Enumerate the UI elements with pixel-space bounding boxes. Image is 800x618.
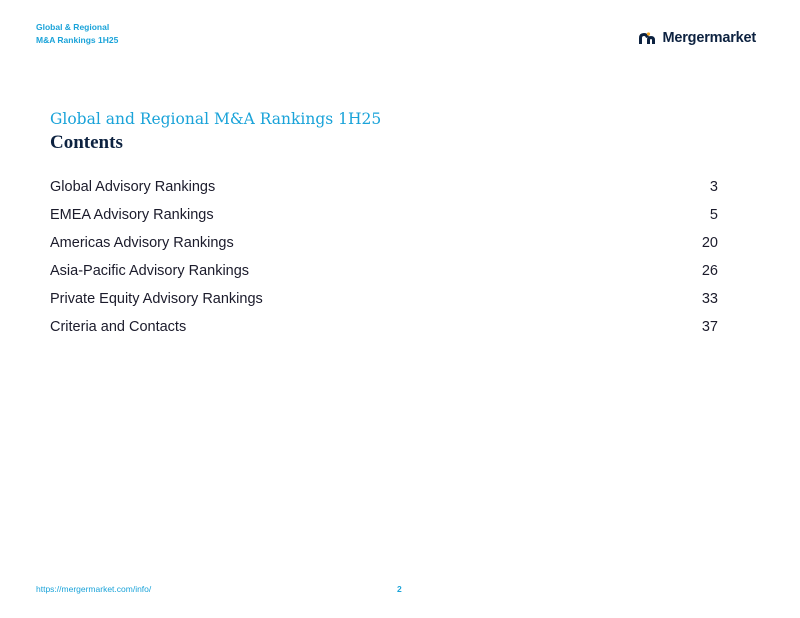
toc-item-page: 3	[709, 179, 718, 195]
report-corner-title	[36, 21, 118, 47]
table-of-contents	[50, 173, 718, 341]
corner-title-line-1: Global & Regional	[36, 22, 110, 32]
toc-item-page: 26	[701, 263, 718, 279]
document-title: Global and Regional M&A Rankings 1H25	[50, 110, 382, 128]
footer-page-number: 2	[397, 584, 402, 594]
toc-item-private-equity[interactable]	[50, 285, 718, 313]
toc-item-page: 5	[709, 207, 718, 223]
mergermarket-logo-icon	[637, 31, 657, 45]
toc-item-page: 33	[701, 291, 718, 307]
toc-item-label: Criteria and Contacts	[50, 319, 187, 335]
toc-item-page: 20	[701, 235, 718, 251]
footer-url-link[interactable]: https://mergermarket.com/info/	[36, 584, 152, 594]
toc-item-page: 37	[701, 319, 718, 335]
contents-heading: Contents	[50, 132, 123, 153]
toc-item-label: Private Equity Advisory Rankings	[50, 291, 263, 307]
toc-item-label: Asia-Pacific Advisory Rankings	[50, 263, 250, 279]
toc-item-label: EMEA Advisory Rankings	[50, 207, 214, 223]
toc-item-label: Global Advisory Rankings	[50, 179, 216, 195]
toc-item-label: Americas Advisory Rankings	[50, 235, 234, 251]
logo-wordmark: Mergermarket	[662, 30, 756, 46]
toc-item-criteria-contacts[interactable]	[50, 313, 718, 341]
toc-item-global[interactable]	[50, 173, 718, 201]
corner-title-line-2: M&A Rankings 1H25	[36, 35, 119, 45]
toc-item-emea[interactable]	[50, 201, 718, 229]
toc-item-americas[interactable]	[50, 229, 718, 257]
mergermarket-logo	[637, 30, 756, 46]
toc-item-asia-pacific[interactable]	[50, 257, 718, 285]
